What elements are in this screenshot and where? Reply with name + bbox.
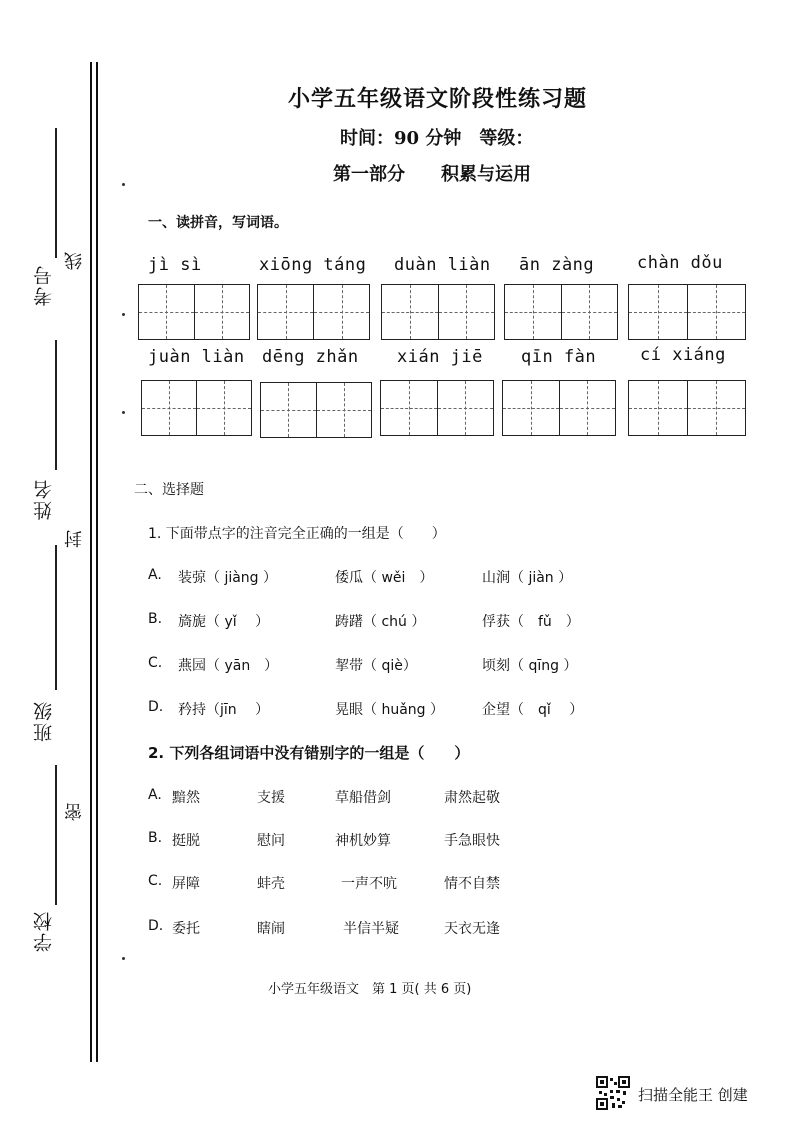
option-letter: A.	[148, 787, 162, 803]
scan-dot	[122, 957, 125, 960]
option-item: 企望（ qǐ ）	[482, 702, 584, 718]
option-item: 山涧（ jiàn ）	[482, 570, 573, 586]
qr-code-icon	[596, 1076, 630, 1110]
question-1-stem: 1. 下面带点字的注音完全正确的一组是（ ）	[148, 526, 446, 542]
class-label: 班级	[33, 700, 55, 742]
binding-rule-inner	[96, 62, 98, 1062]
option-item: 慰问	[257, 833, 285, 849]
section1-heading: 一、读拼音，写词语。	[148, 215, 288, 231]
section2-heading: 二、选择题	[134, 482, 204, 498]
exam-number-line	[55, 128, 57, 258]
option-item: 支援	[257, 790, 285, 806]
option-item: 情不自禁	[444, 876, 500, 892]
pinyin-2: xiōng táng	[259, 255, 367, 275]
pinyin-3: duàn liàn	[394, 255, 491, 275]
option-letter: D.	[148, 699, 164, 715]
pinyin-8: xián jiē	[397, 347, 483, 367]
option-item: 草船借剑	[335, 790, 391, 806]
cut-mark-seal: 封	[64, 530, 85, 548]
option-item: 蚌壳	[257, 876, 285, 892]
writing-grid[interactable]	[141, 380, 252, 436]
writing-grid[interactable]	[502, 380, 616, 436]
name-label: 姓名	[33, 478, 55, 520]
option-letter: B.	[148, 611, 163, 627]
option-item: 一声不吭	[341, 876, 397, 892]
school-label: 学校	[33, 910, 55, 952]
option-item: 装弶（ jiàng ）	[178, 570, 278, 586]
part-heading: 第一部分 积累与运用	[333, 164, 531, 185]
option-item: 手急眼快	[444, 833, 500, 849]
option-item: 肃然起敬	[444, 790, 500, 806]
pinyin-7: dēng zhǎn	[262, 347, 359, 367]
option-item: 挺脱	[172, 833, 200, 849]
option-letter: A.	[148, 567, 162, 583]
option-item: 倭瓜（ wěi ）	[335, 570, 434, 586]
pinyin-6: juàn liàn	[148, 347, 245, 367]
school-line	[55, 765, 57, 905]
option-item: 半信半疑	[343, 921, 399, 937]
option-item: 瞎闹	[257, 921, 285, 937]
option-item: 俘获（ fǔ ）	[482, 614, 580, 630]
cut-mark-secret: 密	[64, 803, 85, 821]
time-and-grade: 时间：90 分钟 等级：	[340, 128, 534, 149]
option-item: 屏障	[172, 876, 200, 892]
writing-grid[interactable]	[138, 284, 250, 340]
page-title: 小学五年级语文阶段性练习题	[288, 86, 588, 112]
option-item: 挈带（ qiè）	[335, 658, 417, 674]
pinyin-5: chàn dǒu	[637, 253, 723, 273]
pinyin-1: jì sì	[148, 255, 202, 275]
writing-grid[interactable]	[381, 284, 495, 340]
scan-dot	[122, 313, 125, 316]
binding-rule-outer	[90, 62, 92, 1062]
scan-dot	[122, 183, 125, 186]
writing-grid[interactable]	[380, 380, 494, 436]
option-letter: B.	[148, 830, 163, 846]
option-letter: D.	[148, 918, 164, 934]
scanner-watermark: 扫描全能王 创建	[638, 1086, 748, 1104]
writing-grid[interactable]	[257, 284, 370, 340]
writing-grid[interactable]	[260, 382, 372, 438]
pinyin-4: ān zàng	[519, 255, 595, 275]
writing-grid[interactable]	[628, 284, 746, 340]
pinyin-10: cí xiáng	[640, 345, 726, 365]
option-item: 顷刻（ qīng ）	[482, 658, 578, 674]
option-item: 天衣无逢	[444, 921, 500, 937]
option-letter: C.	[148, 655, 163, 671]
cut-mark-line: 线	[64, 252, 85, 270]
option-item: 燕园（ yān ）	[178, 658, 279, 674]
class-line	[55, 545, 57, 690]
option-item: 踌躇（ chú ）	[335, 614, 426, 630]
name-line	[55, 340, 57, 470]
option-item: 黯然	[172, 790, 200, 806]
pinyin-9: qīn fàn	[521, 347, 597, 367]
scan-dot	[122, 411, 125, 414]
writing-grid[interactable]	[504, 284, 618, 340]
page-footer: 小学五年级语文 第 1 页( 共 6 页)	[268, 982, 472, 997]
option-item: 晃眼（ huǎng ）	[335, 702, 444, 718]
option-item: 神机妙算	[335, 833, 391, 849]
writing-grid[interactable]	[628, 380, 746, 436]
option-letter: C.	[148, 873, 163, 889]
question-2-stem: 2. 下列各组词语中没有错别字的一组是（ ）	[148, 744, 470, 762]
exam-number-label: 考号	[33, 264, 55, 306]
option-item: 旖旎（ yǐ ）	[178, 614, 270, 630]
option-item: 委托	[172, 921, 200, 937]
option-item: 矜持（jīn ）	[178, 702, 270, 718]
